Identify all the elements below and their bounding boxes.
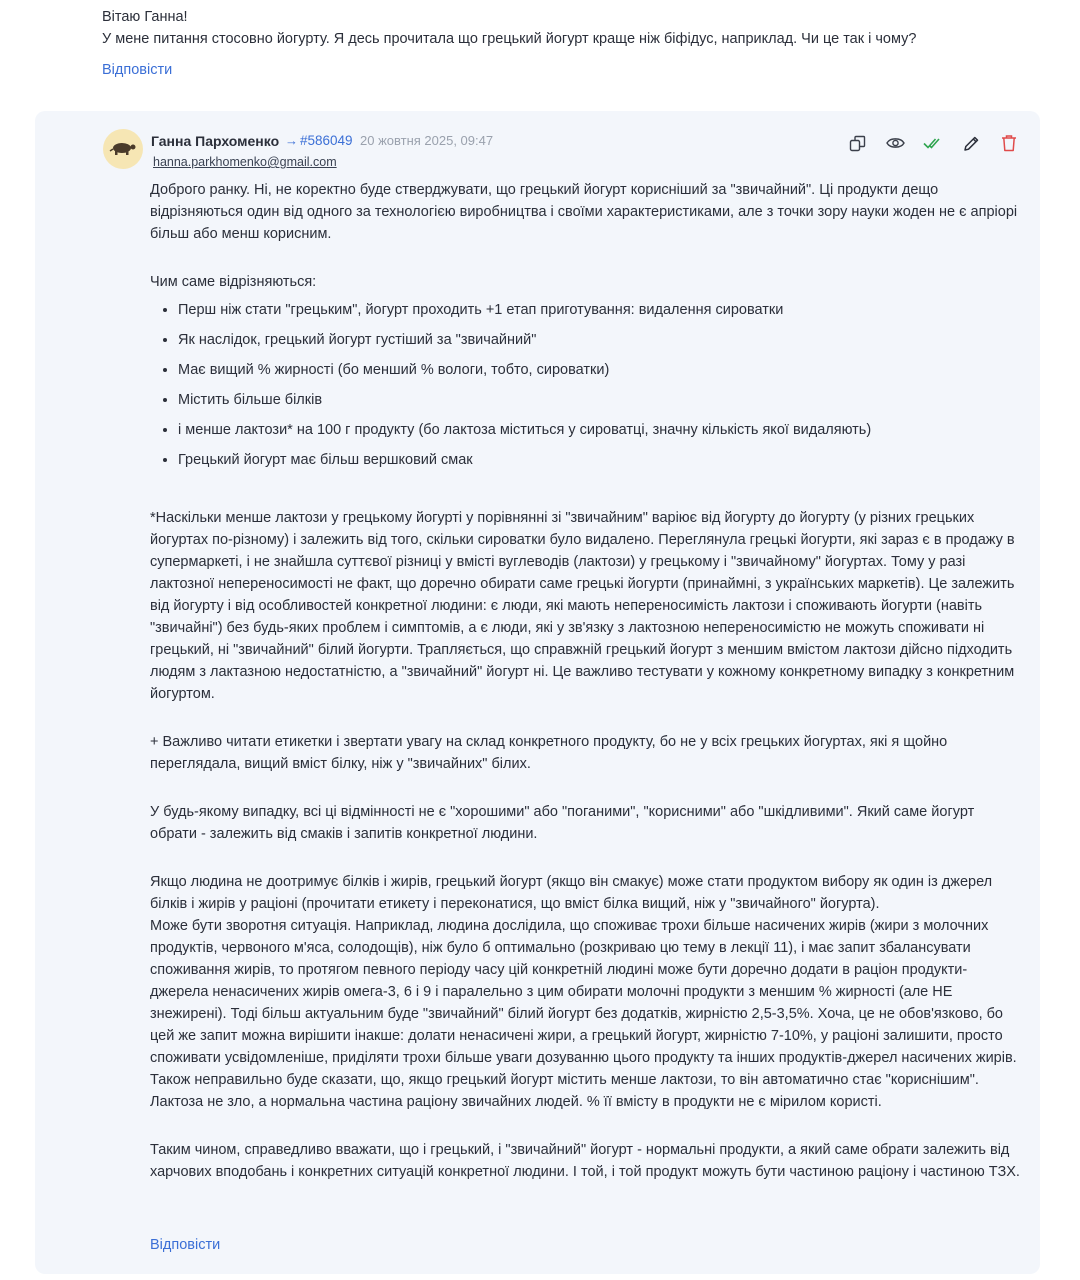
- message-actions: [847, 133, 1019, 153]
- answer-reply-link[interactable]: Відповісти: [150, 1237, 221, 1253]
- eye-icon: [886, 136, 905, 150]
- wrong-paragraph: Також неправильно буде сказати, що, якщо грецький йогурт містить менше лактози, то він автоматично стає "кориснішим". Лактоза не зло, а нормальна частина раціону звичайних людей. % її вмісту в продукти не є мірилом користі.: [150, 1072, 979, 1110]
- differences-list: [150, 295, 1020, 475]
- ticket-number: #586049: [300, 133, 353, 148]
- question-message: [102, 6, 1022, 50]
- avatar: [103, 129, 143, 169]
- edit-button[interactable]: [961, 133, 981, 153]
- answer-intro: Доброго ранку. Ні, не коректно буде стверджувати, що грецький йогурт корисніший за "звичайний". Ці продукти дещо відрізняються один від одного за технологією виробництва і своїми характеристиками, але з точки зору науки жоден не є апріорі більш або менш корисним.: [150, 182, 1018, 242]
- protein-paragraph: Якщо людина не доотримує білків і жирів, грецький йогурт (якщо він смакує) може стати продуктом вибору як один із джерел білків і жирів у раціоні (прочитати етикету і переконатися, що вміст білка вищий, ніж у "звичайного" йогурта).: [150, 874, 993, 912]
- author-name: Ганна Пархоменко: [151, 133, 280, 149]
- author-email-link[interactable]: hanna.parkhomenko@gmail.com: [153, 155, 337, 169]
- answer-card: [35, 111, 1040, 1274]
- mark-read-button[interactable]: [923, 133, 943, 153]
- answer-body: [150, 179, 1020, 1183]
- list-item: • Містить більше білків: [178, 385, 1020, 415]
- trash-icon: [1001, 134, 1017, 152]
- tortoise-icon: [108, 139, 138, 159]
- question-reply-link[interactable]: Відповісти: [102, 62, 173, 78]
- list-item: • Перш ніж стати "грецьким", йогурт проходить +1 етап приготування: видалення сироватки: [178, 295, 1020, 325]
- arrow-right-icon: →: [285, 133, 298, 148]
- pencil-icon: [963, 135, 980, 152]
- question-greeting: Вітаю Ганна!: [102, 9, 188, 25]
- list-item: • Має вищий % жирності (бо менший % вологи, тобто, сироватки): [178, 355, 1020, 385]
- differences-heading: Чим саме відрізняються:: [150, 274, 317, 290]
- reverse-paragraph: Може бути зворотня ситуація. Наприклад, людина дослідила, що споживає трохи більше насичених жирів (жири з молочних продуктів, червоного м'яса, солодощів), ніж було б оптимально (розкриваю цю тему в лекції 11), і має запит збалансувати споживання жирів, то протягом певного періоду часу цій конкретній людині може бути доречно додати в раціон продукти-джерела ненасичених жирів омега-3, 6 і 9 і паралельно з цим обирати молочні продукти з меншим % жирності (але НЕ знежирені). Тоді більш актуальним буде "звичайний" білий йогурт без додатків, жирністю 2,5-3,5%. Хоча, це не обов'язково, бо цей же запит можна вирішити інакше: долати ненасичені жири, а грецький йогурт, жирністю 7-10%, у раціоні залишити, просто споживати усвідомленіше, приділяти трохи більше уваги дозуванню цього продукту та інших продуктів-джерел насичених жирів.: [150, 918, 1017, 1066]
- list-item: • Як наслідок, грецький йогурт густіший за "звичайний": [178, 325, 1020, 355]
- conclusion-paragraph: Таким чином, справедливо вважати, що і грецький, і "звичайний" йогурт - нормальні продукти, а який саме обрати залежить від харчових вподобань і конкретних ситуацій конкретної людини. І той, і той продукт можуть бути частиною раціону і частиною ТЗХ.: [150, 1142, 1020, 1180]
- list-item: • Грецький йогурт має більш вершковий смак: [178, 445, 1020, 475]
- list-item: • і менше лактози* на 100 г продукту (бо лактоза міститься у сироватці, значну кількість якої видаляють): [178, 415, 1020, 445]
- lactose-paragraph: *Наскільки менше лактози у грецькому йогурті у порівнянні зі "звичайним" варіює від йогурту до йогурту (у різних грецьких йогуртах по-різному) і залежить від того, скільки сироватки було видалено. Переглянула грецькі йогурти, які зараз є в продажу в супермаркеті, і не знайшла суттєвої різниці у вмісті вуглеводів (лактози) у грецькому і "звичайному" йогуртах. Тому у разі лактозної непереносимості не факт, що доречно обирати саме грецькі йогурти (принаймні, з українських маркетів). Це залежить від йогурту і від особливостей конкретної людини: є люди, які мають непереносимість лактози і споживають йогурти (навіть "звичайні") без будь-яких проблем і симптомів, а є люди, які у зв'язку з лактозною непереносимістю не можуть споживати ні грецький, ні "звичайний" білий йогурти. Трапляється, що справжній грецький йогурт з меншим вмістом лактози дійсно підходить людям з лактазною недостатністю, а "звичайний" йогурт ні. Це важливо тестувати у кожному конкретному випадку з конкретним йогуртом.: [150, 510, 1015, 702]
- copy-icon: [849, 135, 866, 152]
- delete-button[interactable]: [999, 133, 1019, 153]
- message-date: 20 жовтня 2025, 09:47: [360, 133, 494, 148]
- neutral-paragraph: У будь-якому випадку, всі ці відмінності не є "хорошими" або "поганими", "корисними" або "шкідливими". Який саме йогурт обрати - залежить від смаків і запитів конкретної людини.: [150, 804, 975, 842]
- ticket-link[interactable]: [285, 133, 353, 148]
- question-text: У мене питання стосовно йогурту. Я десь прочитала що грецький йогурт краще ніж біфідус, наприклад. Чи це так і чому?: [102, 31, 917, 47]
- double-check-icon: [923, 136, 943, 150]
- labels-paragraph: + Важливо читати етикетки і звертати увагу на склад конкретного продукту, бо не у всіх грецьких йогуртах, які я щойно переглядала, вищий вміст білку, ніж у "звичайних" білих.: [150, 734, 948, 772]
- view-button[interactable]: [885, 133, 905, 153]
- copy-button[interactable]: [847, 133, 867, 153]
